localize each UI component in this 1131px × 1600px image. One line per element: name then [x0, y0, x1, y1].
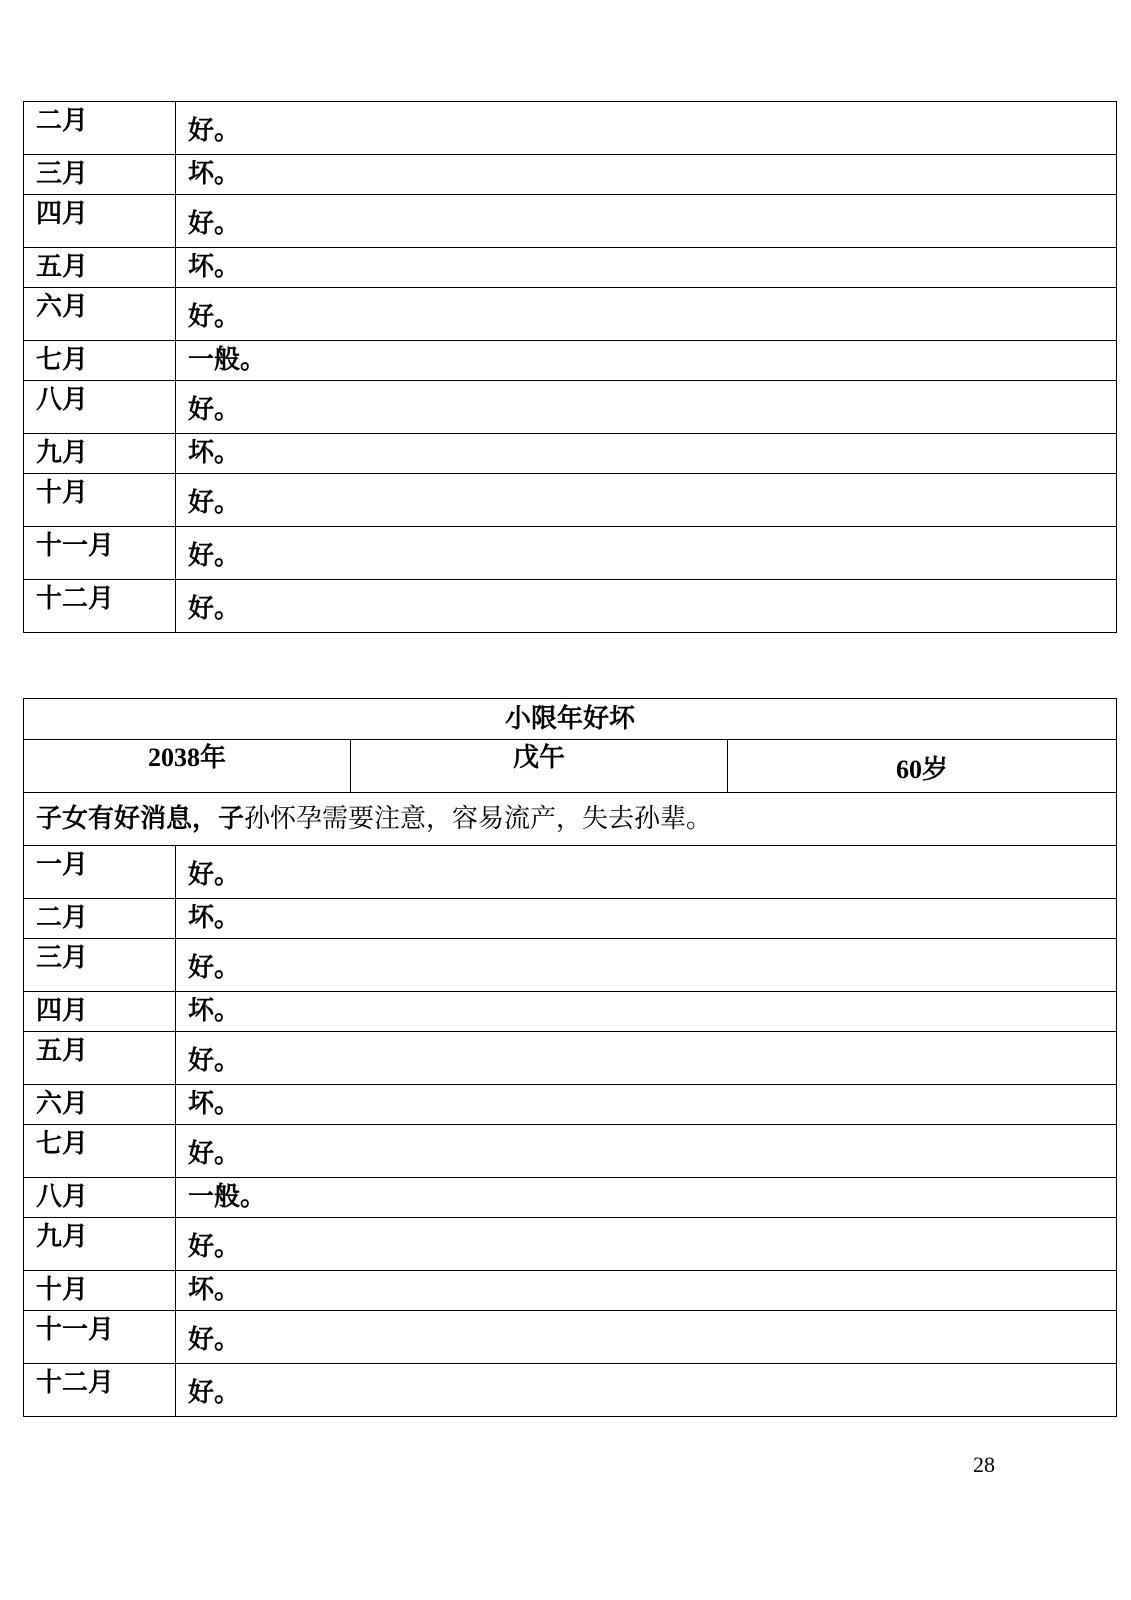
- summary-row: [24, 793, 1117, 846]
- month-status: 好。: [176, 1032, 1117, 1085]
- month-label: 三月: [24, 939, 176, 992]
- month-row: [24, 1032, 1117, 1085]
- month-status: 好。: [176, 580, 1117, 633]
- month-label: 五月: [24, 1032, 176, 1085]
- month-label: 二月: [24, 899, 176, 939]
- month-status: 好。: [176, 1125, 1117, 1178]
- month-label: 一月: [24, 846, 176, 899]
- month-label: 八月: [24, 381, 176, 434]
- month-label: 十二月: [24, 1364, 176, 1417]
- month-row: [24, 474, 1117, 527]
- month-status: 好。: [176, 939, 1117, 992]
- month-label: 十月: [24, 1271, 176, 1311]
- month-status: 好。: [176, 102, 1117, 155]
- month-status: 好。: [176, 1311, 1117, 1364]
- month-label: 六月: [24, 288, 176, 341]
- month-label: 六月: [24, 1085, 176, 1125]
- month-row: [24, 580, 1117, 633]
- month-status: 好。: [176, 195, 1117, 248]
- table2-body: [24, 699, 1117, 1417]
- age-cell: 60岁: [728, 740, 1117, 793]
- month-status: 坏。: [176, 1271, 1117, 1311]
- month-status: 好。: [176, 288, 1117, 341]
- monthly-fortune-table-1: [23, 101, 1117, 633]
- month-status: 好。: [176, 1218, 1117, 1271]
- month-row: [24, 527, 1117, 580]
- month-row: [24, 341, 1117, 381]
- month-row: [24, 434, 1117, 474]
- month-row: [24, 1311, 1117, 1364]
- month-row: [24, 102, 1117, 155]
- month-row: [24, 248, 1117, 288]
- month-label: 五月: [24, 248, 176, 288]
- month-row: [24, 1178, 1117, 1218]
- table1-body: [24, 102, 1117, 633]
- month-status: 好。: [176, 474, 1117, 527]
- month-label: 四月: [24, 992, 176, 1032]
- page-number: 28: [973, 1452, 995, 1477]
- month-status: 一般。: [176, 341, 1117, 381]
- month-label: 九月: [24, 434, 176, 474]
- month-label: 七月: [24, 341, 176, 381]
- month-label: 十月: [24, 474, 176, 527]
- year-info-row: [24, 740, 1117, 793]
- summary-text: [24, 793, 1117, 846]
- month-label: 七月: [24, 1125, 176, 1178]
- month-row: [24, 899, 1117, 939]
- month-label: 十一月: [24, 1311, 176, 1364]
- month-row: [24, 1271, 1117, 1311]
- month-row: [24, 1364, 1117, 1417]
- table-title-row: [24, 699, 1117, 740]
- month-status: 坏。: [176, 248, 1117, 288]
- month-label: 三月: [24, 155, 176, 195]
- month-status: 坏。: [176, 434, 1117, 474]
- month-row: [24, 155, 1117, 195]
- month-label: 八月: [24, 1178, 176, 1218]
- month-label: 四月: [24, 195, 176, 248]
- year-cell: 2038年: [24, 740, 351, 793]
- month-label: 十二月: [24, 580, 176, 633]
- month-row: [24, 288, 1117, 341]
- month-status: 坏。: [176, 155, 1117, 195]
- month-row: [24, 992, 1117, 1032]
- month-status: 好。: [176, 1364, 1117, 1417]
- month-status: 好。: [176, 846, 1117, 899]
- month-status: 坏。: [176, 899, 1117, 939]
- month-status: 坏。: [176, 1085, 1117, 1125]
- month-row: [24, 846, 1117, 899]
- month-row: [24, 1125, 1117, 1178]
- summary-rest: 孙怀孕需要注意，容易流产，失去孙辈。: [244, 804, 713, 834]
- month-row: [24, 939, 1117, 992]
- month-status: 一般。: [176, 1178, 1117, 1218]
- month-row: [24, 1085, 1117, 1125]
- month-status: 好。: [176, 527, 1117, 580]
- month-row: [24, 381, 1117, 434]
- month-row: [24, 195, 1117, 248]
- month-status: 好。: [176, 381, 1117, 434]
- table-title: 小限年好坏: [24, 699, 1117, 740]
- month-label: 十一月: [24, 527, 176, 580]
- month-status: 坏。: [176, 992, 1117, 1032]
- month-row: [24, 1218, 1117, 1271]
- annual-fortune-table: [23, 698, 1117, 1417]
- month-label: 二月: [24, 102, 176, 155]
- summary-bold: 子女有好消息，子: [36, 804, 245, 834]
- ganzhi-cell: 戊午: [351, 740, 728, 793]
- month-label: 九月: [24, 1218, 176, 1271]
